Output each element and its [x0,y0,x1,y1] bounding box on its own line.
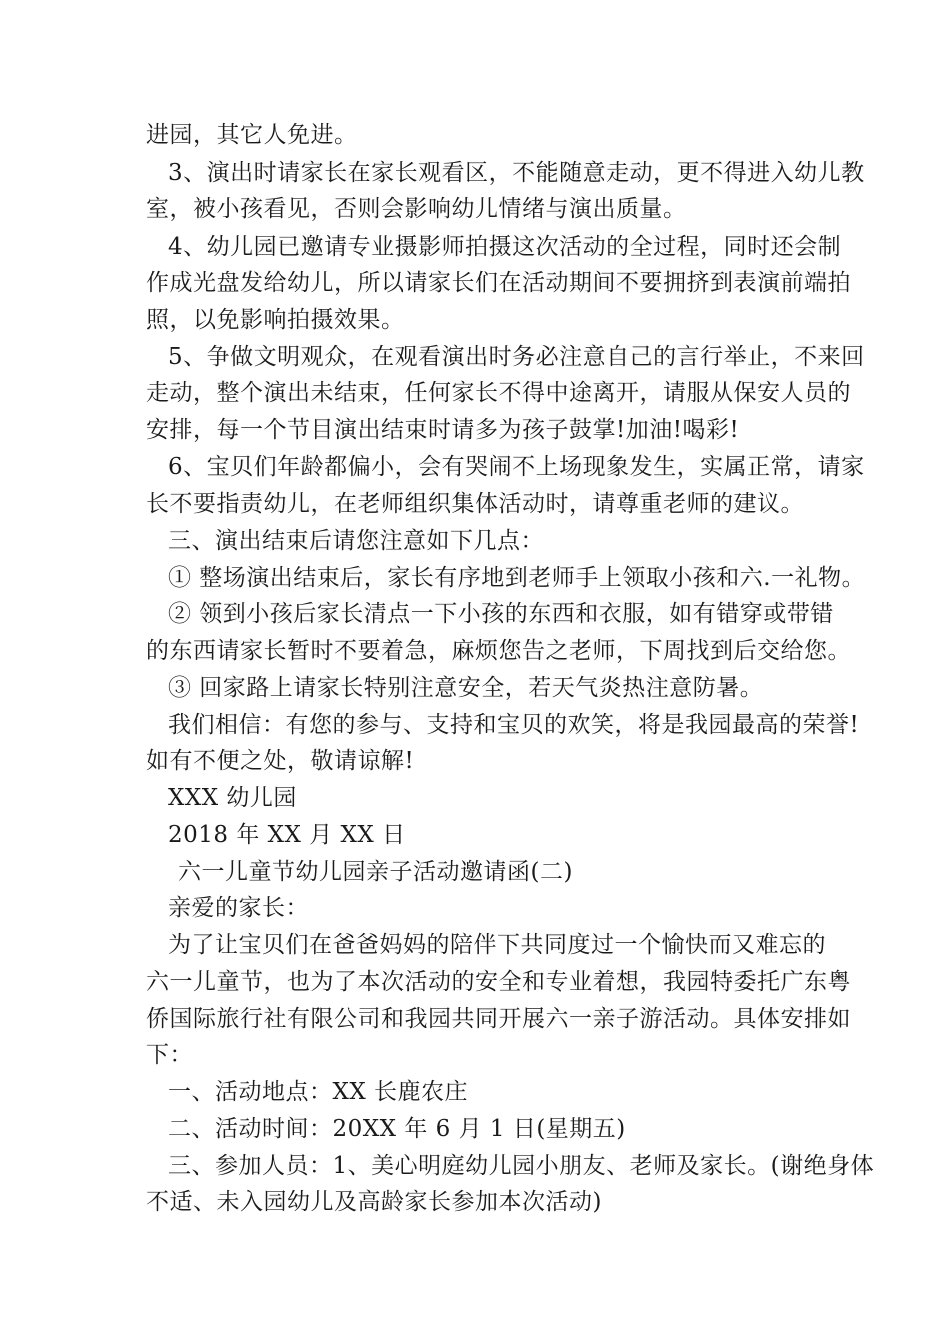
list-item: ① 整场演出结束后，家长有序地到老师手上领取小孩和六.一礼物。 [168,565,866,591]
text-line: 侨国际旅行社有限公司和我园共同开展六一亲子游活动。具体安排如 [146,1006,851,1032]
list-item: ② 领到小孩后家长清点一下小孩的东西和衣服，如有错穿或带错 [168,601,834,627]
text-line: 六一儿童节，也为了本次活动的安全和专业着想，我园特委托广东粤 [146,969,851,995]
text-line: 6、宝贝们年龄都偏小，会有哭闹不上场现象发生，实属正常，请家 [168,454,865,480]
text-line: 长不要指责幼儿，在老师组织集体活动时，请尊重老师的建议。 [146,491,804,517]
section-heading: 三、演出结束后请您注意如下几点： [168,528,544,554]
text-line: 为了让宝贝们在爸爸妈妈的陪伴下共同度过一个愉快而又难忘的 [168,932,826,958]
text-line: 的东西请家长暂时不要着急，麻烦您告之老师，下周找到后交给您。 [146,638,851,664]
text-line: 下： [146,1042,193,1068]
list-item: 三、参加人员：1、美心明庭幼儿园小朋友、老师及家长。(谢绝身体 [168,1153,875,1179]
text-line: 进园，其它人免进。 [146,122,358,148]
text-line: 如有不便之处，敬请谅解! [146,748,415,774]
text-line: 作成光盘发给幼儿，所以请家长们在活动期间不要拥挤到表演前端拍 [146,270,851,296]
text-line: 室，被小孩看见，否则会影响幼儿情绪与演出质量。 [146,196,687,222]
text-line: 5、争做文明观众，在观看演出时务必注意自己的言行举止，不来回 [168,344,865,370]
salutation: 亲爱的家长： [168,895,309,921]
list-item: 一、活动地点：XX 长鹿农庄 [168,1079,469,1105]
text-line: 安排，每一个节目演出结束时请多为孩子鼓掌!加油!喝彩! [146,417,740,443]
text-line: 不适、未入园幼儿及高龄家长参加本次活动) [146,1189,602,1215]
text-line: 走动，整个演出未结束，任何家长不得中途离开，请服从保安人员的 [146,380,851,406]
signature-org: XXX 幼儿园 [168,785,297,811]
signature-date: 2018 年 XX 月 XX 日 [168,822,406,848]
letter-title: 六一儿童节幼儿园亲子活动邀请函(二) [178,859,573,885]
text-line: 3、演出时请家长在家长观看区，不能随意走动，更不得进入幼儿教 [168,160,865,186]
list-item: 二、活动时间：20XX 年 6 月 1 日(星期五) [168,1116,626,1142]
text-line: 我们相信：有您的参与、支持和宝贝的欢笑，将是我园最高的荣誉! [168,712,860,738]
text-line: 照，以免影响拍摄效果。 [146,307,405,333]
list-item: ③ 回家路上请家长特别注意安全，若天气炎热注意防暑。 [168,675,764,701]
text-line: 4、幼儿园已邀请专业摄影师拍摄这次活动的全过程，同时还会制 [168,234,842,260]
